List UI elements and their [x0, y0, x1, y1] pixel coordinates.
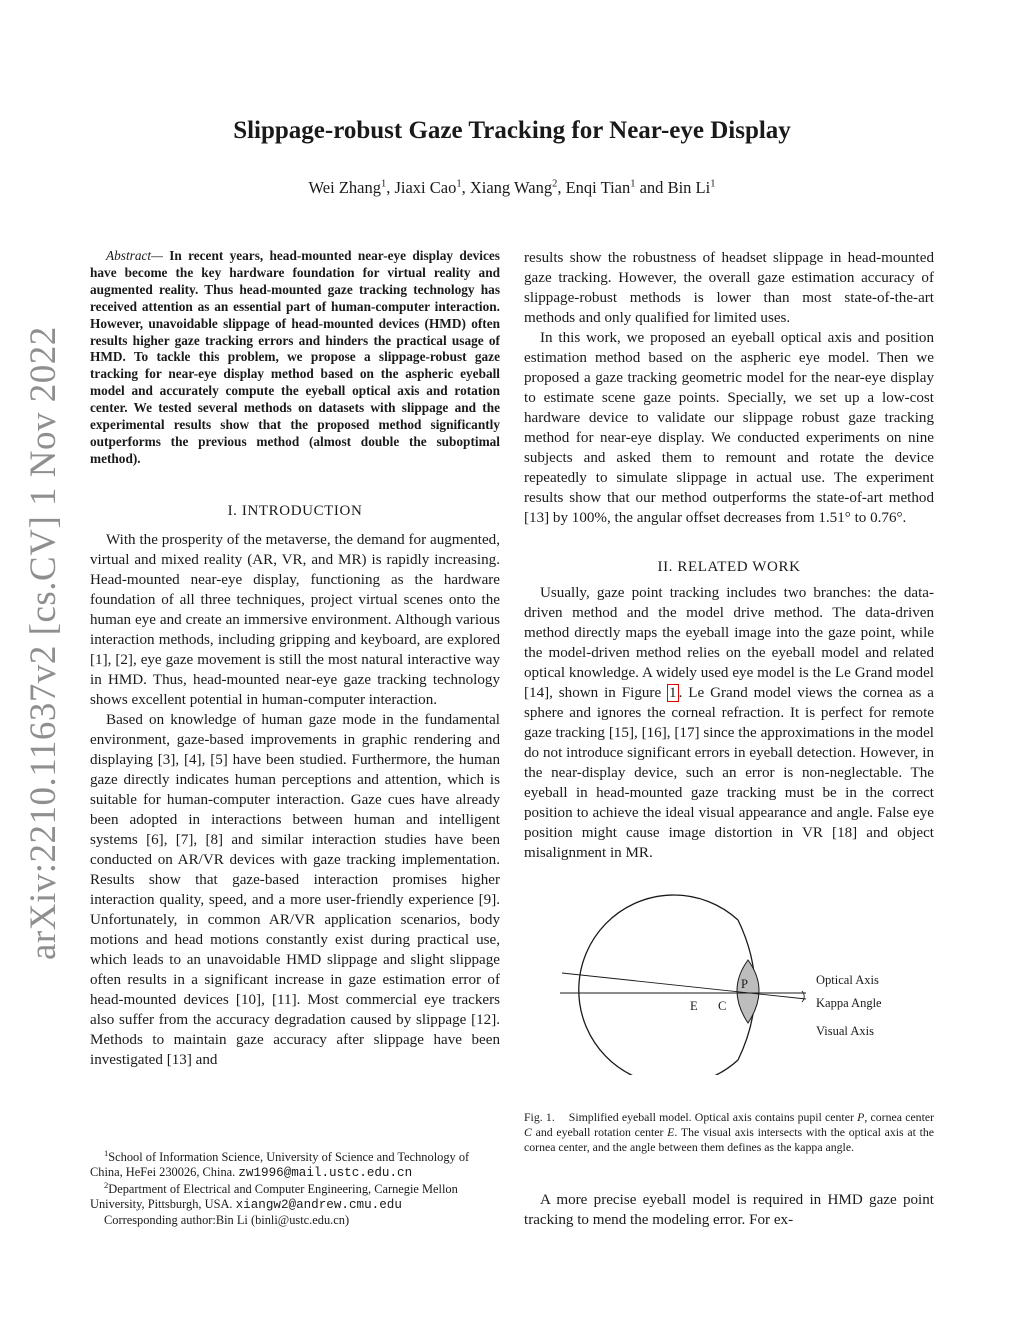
- footnote-corresponding-author: Corresponding author:Bin Li (binli@ustc.edu.cn): [104, 1213, 350, 1228]
- author-name: Wei Zhang: [308, 178, 381, 197]
- visual-axis-line: [562, 973, 806, 999]
- paragraph: In this work, we proposed an eyeball optical axis and position estimation method based on the aspheric eye model. Then we proposed a gaze tracking geometric model for the near-eye display to estimate scene gaze points. Specially, we set up a low-cost hardware device to validate our slippage robust gaze tracking method for near-eye display. We conducted experiments on nine subjects and asked them to remount and rotate the device repeatedly to simulate slippage in actual use. The experiment results show that our method outperforms the state-of-art method [13] by 100%, the angular offset decreases from 1.51° to 0.76°.: [524, 330, 934, 526]
- section-heading-introduction: I. INTRODUCTION: [227, 503, 363, 519]
- paragraph: A more precise eyeball model is required in HMD gaze point tracking to mend the modeling error. For ex-: [524, 1192, 934, 1228]
- author-list: Wei Zhang$^1$, Jiaxi Cao$^1$, Xiang Wang$^2$, Enqi Tian$^1$ and Bin Li$^1$: [308, 178, 716, 197]
- affiliation-mark: 1: [456, 178, 462, 190]
- affiliation-mark: 1: [380, 178, 387, 190]
- email-link[interactable]: xiangw2@andrew.cmu.edu: [235, 1197, 402, 1212]
- kappa-angle-label: Kappa Angle: [816, 996, 882, 1010]
- footnote-affiliation-2: $^2$Department of Electrical and Computer Engineering, Carnegie Mellon University, Pittsburgh, USA. xiangw2@andrew.cmu.edu: [90, 1179, 458, 1212]
- lens-shape: [737, 960, 759, 1023]
- email-link[interactable]: zw1996@mail.ustc.edu.cn: [238, 1166, 413, 1181]
- footnote-affiliation-1: $^1$School of Information Science, University of Science and Technology of China, HeFei 230026, China. zw1996@mail.ustc.edu.cn: [90, 1147, 470, 1181]
- author-name: Jiaxi Cao: [394, 178, 457, 197]
- abstract: Abstract— In recent years, head-mounted near-eye display devices have become the key hardware foundation for virtual reality and augmented reality. Thus head-mounted gaze tracking technology has received attention as an essential part of human-computer interaction. However, unavoidable slippage of head-mounted devices (HMD) often results higher gaze tracking errors and hinders the practical usage of HMD. To tackle this problem, we propose a slippage-robust gaze tracking for near-eye display method based on the aspheric eyeball model and accurately compute the eyeball optical axis and rotation center. We tested several methods on datasets with slippage and the experimental results show that the proposed method significantly outperforms the previous method (almost double the suboptimal method).: [90, 248, 500, 466]
- related-work-body: [524, 583, 934, 863]
- affiliation-mark: 1: [630, 178, 636, 190]
- figure-caption: Fig. 1. Simplified eyeball model. Optical axis contains pupil center P, cornea center C and eyeball rotation center E. The visual axis intersects with the optical axis at the cornea center, and the angle between them defines as the kappa angle.: [524, 1110, 935, 1155]
- eyeball-model-figure: [560, 885, 900, 1075]
- related-work-continued: [524, 1190, 934, 1230]
- paragraph: Based on knowledge of human gaze mode in the fundamental environment, gaze-based improvements in graphic rendering and displaying [3], [4], [5] have been studied. Furthermore, the human gaze directly indicates human perceptions and attention, which is suitable for human-computer interaction. Gaze cues have already been adopted in interactions between human and intelligent systems [6], [7], [8] and similar interaction studies have been conducted on AR/VR devices with gaze tracking implementation. Results show that gaze-based interaction promises higher interaction quality, speed, and a more user-friendly experience [9]. Unfortunately, in common AR/VR application scenarios, body motions and head motions constantly exist during practical use, which leads to an unavoidable HMD slippage and slight slippage often results in a significant increase in gaze estimation error of head-mounted devices [10], [11]. Most commercial eye trackers also suffer from the accuracy degradation caused by slippage [12]. Methods to maintain gaze accuracy after slippage have been investigated [13] and: [90, 712, 500, 1068]
- figure-number: Fig. 1.: [524, 1110, 555, 1124]
- affiliation-mark: 1: [710, 178, 716, 190]
- figure-reference-link[interactable]: 1: [669, 685, 677, 701]
- paragraph: Usually, gaze point tracking includes two branches: the data-driven method and the model drive method. The data-driven method directly maps the eyeball image into the gaze point, while the model-driven method relies on the eyeball model and related optical knowledge. A widely used eye model is the Le Grand model [14], shown in Figure 1 . Le Grand model views the cornea as a sphere and ignores the corneal refraction. It is perfect for remote gaze tracking [15], [16], [17] since the approximations in the model do not introduce significant errors in eyeball detection. However, in the near-display device, such an error is non-neglectable. The eyeball in head-mounted gaze tracking must be in the correct position to achieve the ideal visual appearance and angle. False eye position might cause image distortion in VR [18] and object misalignment in MR.: [524, 585, 934, 861]
- eyeball-outline: [579, 895, 738, 1075]
- author-name: Xiang Wang: [469, 178, 553, 197]
- visual-axis-label: Visual Axis: [816, 1024, 874, 1038]
- author-name: Enqi Tian: [565, 178, 631, 197]
- cornea-center-label: C: [718, 999, 727, 1013]
- rotation-center-label: E: [690, 999, 698, 1013]
- optical-axis-label: Optical Axis: [816, 973, 879, 987]
- paragraph: With the prosperity of the metaverse, the demand for augmented, virtual and mixed reality (AR, VR, and MR) is rapidly increasing. Head-mounted near-eye display, functioning as the hardware foundation of all three techniques, project virtual scenes onto the human eye and create an immersive environment. Although various interaction methods, including gripping and keyboard, are explored [1], [2], eye gaze movement is still the most natural interactive way in HMD. Thus, head-mounted near-eye gaze tracking technology shows excellent potential in human-computer interaction.: [90, 532, 500, 708]
- paragraph: results show the robustness of headset slippage in head-mounted gaze tracking. However, the overall gaze estimation accuracy of slippage-robust methods is lower than most state-of-the-art methods and only qualified for limited uses.: [524, 250, 934, 326]
- introduction-continued: [524, 248, 934, 528]
- footnotes: [90, 1147, 500, 1228]
- abstract-label: Abstract: [106, 248, 152, 263]
- arxiv-identifier: arXiv:2210.11637v2 [cs.CV] 1 Nov 2022: [23, 326, 64, 960]
- paper-title: Slippage-robust Gaze Tracking for Near-eye Display: [233, 117, 791, 144]
- author-name: Bin Li: [667, 178, 711, 197]
- introduction-body: [90, 530, 500, 1070]
- affiliation-mark: 2: [552, 178, 558, 190]
- pupil-center-label: P: [741, 977, 748, 991]
- section-heading-related-work: II. RELATED WORK: [657, 559, 801, 575]
- abstract-text: In recent years, head-mounted near-eye display devices have become the key hardware foundation for virtual reality and augmented reality. Thus head-mounted gaze tracking technology has received attention as an essential part of human-computer interaction. However, unavoidable slippage of head-mounted devices (HMD) often results higher gaze tracking errors and hinders the practical usage of HMD. To tackle this problem, we propose a slippage-robust gaze tracking for near-eye display method based on the aspheric eyeball model and accurately compute the eyeball optical axis and rotation center. We tested several methods on datasets with slippage and the experimental results show that the proposed method significantly outperforms the previous method (almost double the suboptimal method).: [90, 248, 500, 466]
